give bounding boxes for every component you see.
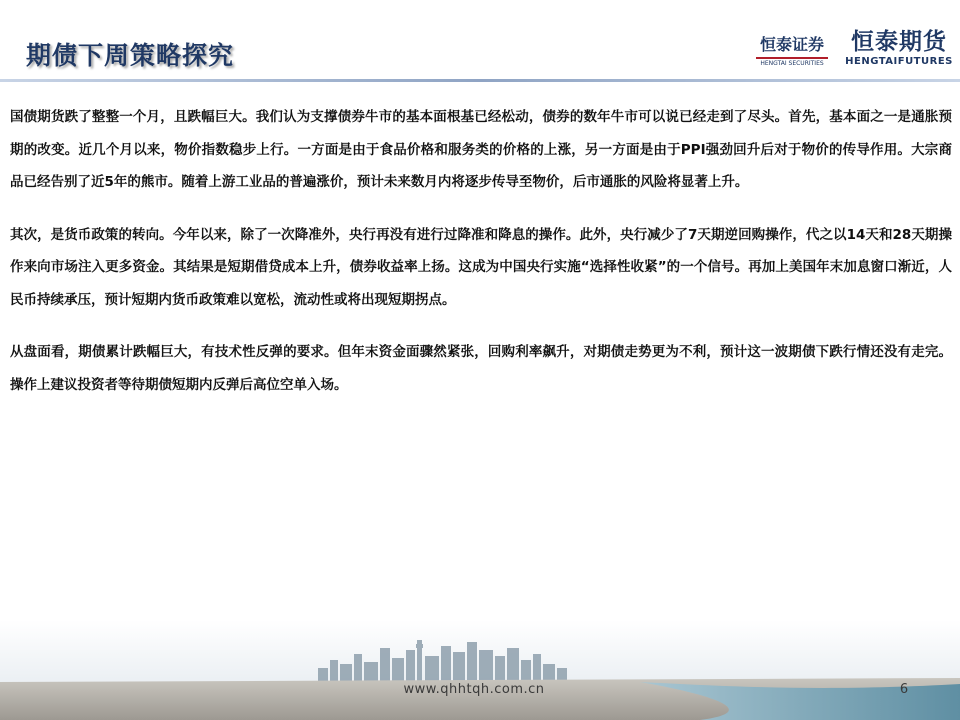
footer-website: www.qhhtqh.com.cn [403, 682, 545, 697]
paragraph-monetary-policy: 其次，是货币政策的转向。今年以来，除了一次降准外，央行再没有进行过降准和降息的操作。此外，央行减少了7天期逆回购操作，代之以14天和28天期操作来向市场注入更多资金。其结果是短期借贷成本上升，债券收益率上扬。这成为中国央行实施“选择性收紧”的一个信号。再加上美国年末加息窗口渐近，人民币持续承压，预计短期内货币政策难以宽松，流动性或将出现短期拐点。 [10, 226, 952, 308]
body-text [10, 101, 952, 421]
logo-futures-name: 恒泰期货 [851, 29, 947, 55]
logo-securities-english: HENGTAI SECURITIES [760, 60, 824, 67]
slide-title: 期债下周策略探究 [26, 41, 235, 70]
logo-futures-english: HENGTAIFUTURES [845, 56, 953, 67]
logo-securities-name: 恒泰证券 [759, 35, 824, 54]
paragraph-inflation: 国债期货跌了整整一个月，且跌幅巨大。我们认为支撑债券牛市的基本面根基已经松动，债券的数年牛市可以说已经走到了尽头。首先，基本面之一是通胀预期的改变。近几个月以来，物价指数稳步上行。一方面是由于食品价格和服务类的价格的上涨，另一方面是由于PPI强劲回升后对于物价的传导作用。大宗商品已经告别了近5年的熊市。随着上游工业品的普遍涨价，预计未来数月内将逐步传导至物价，后市通胀的风险将显著上升。 [10, 109, 952, 190]
paragraph-technical-outlook: 从盘面看，期债累计跌幅巨大，有技术性反弹的要求。但年末资金面骤然紧张，回购利率飙升，对期债走势更为不利，预计这一波期债下跌行情还没有走完。操作上建议投资者等待期债短期内反弹后高位空单入场。 [10, 344, 952, 393]
hengtai-futures-logo [842, 28, 956, 72]
page-number: 6 [899, 682, 909, 697]
logo-securities-rule [756, 57, 828, 59]
header-divider [0, 79, 960, 82]
hengtai-securities-logo [752, 36, 832, 70]
footer-city-skyline-image [0, 620, 960, 720]
